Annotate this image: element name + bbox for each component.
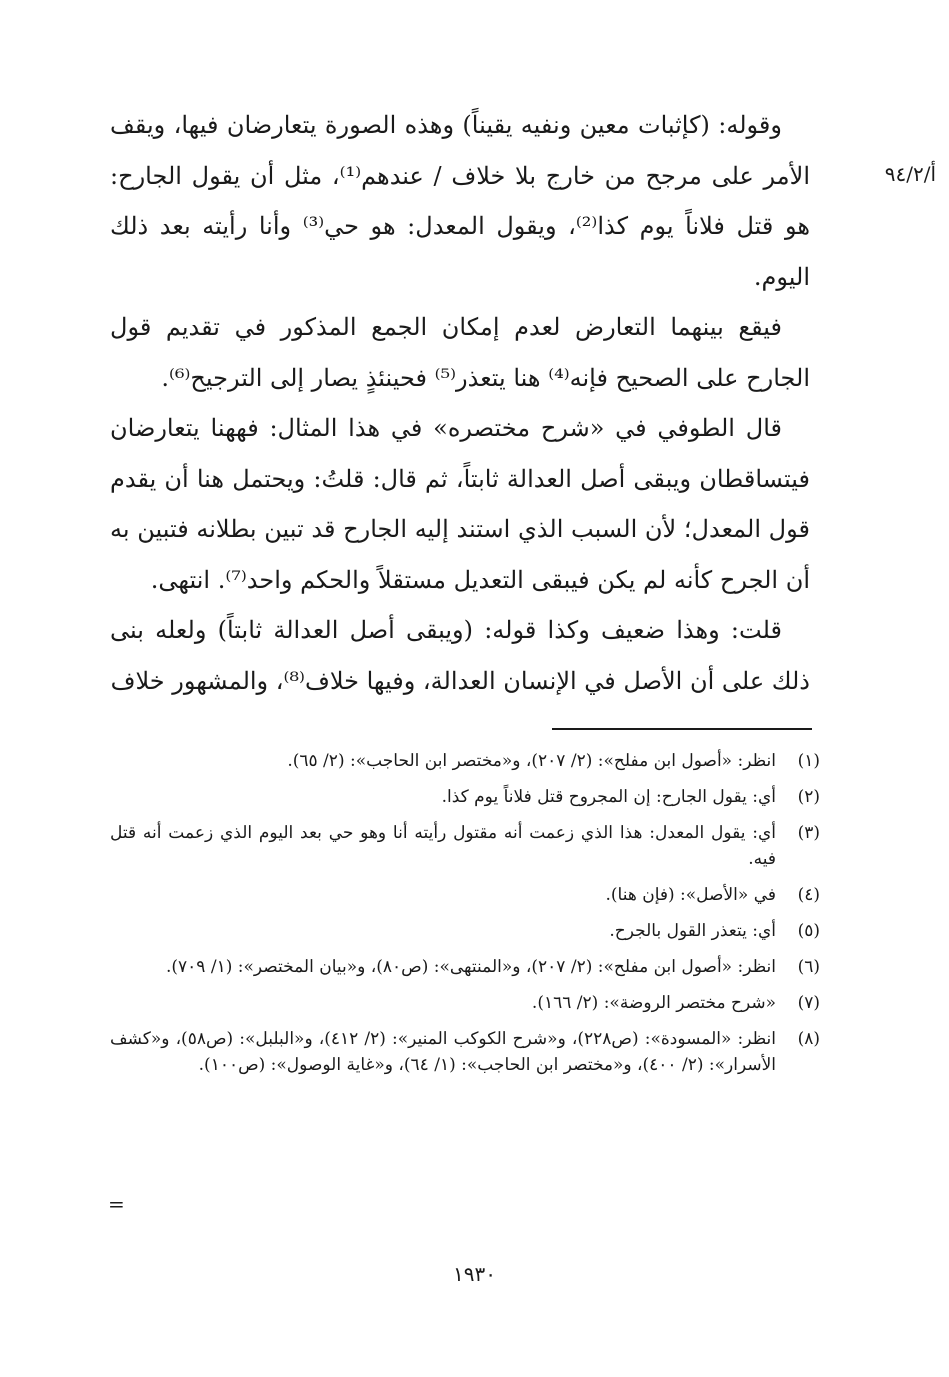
footnote-number: (٤) bbox=[797, 885, 820, 905]
footnote-text: انظر: «المسودة»: (ص٢٢٨)، و«شرح الكوكب المنير»: (٢/ ٤١٢)، و«البلبل»: (ص٥٨)، و«كشف الأسرار»: (٢/ ٤٠٠)، و«مختصر ابن الحاجب»: (١/ ٦٤)، و«غاية الوصول»: (ص١٠٠). bbox=[110, 1029, 777, 1075]
footnote-6 bbox=[110, 954, 820, 980]
footnote-7 bbox=[110, 990, 820, 1016]
footnote-number: (٦) bbox=[797, 957, 820, 977]
footnote-number: (٧) bbox=[797, 993, 820, 1013]
footnote-number: (٥) bbox=[797, 921, 820, 941]
footnote-text: انظر: «أصول ابن مفلح»: (٢/ ٢٠٧)، و«المنتهى»: (ص٨٠)، و«بيان المختصر»: (١/ ٧٠٩). bbox=[165, 957, 776, 977]
footnote-text: في «الأصل»: (فإن هنا). bbox=[605, 885, 776, 905]
main-body-text bbox=[110, 100, 810, 706]
manuscript-folio-reference: أ/٩٤/٢ bbox=[884, 162, 936, 186]
continuation-mark: = bbox=[108, 1192, 125, 1216]
footnote-4 bbox=[110, 882, 820, 908]
footnotes-section bbox=[110, 748, 820, 1088]
footnote-text: انظر: «أصول ابن مفلح»: (٢/ ٢٠٧)، و«مختصر ابن الحاجب»: (٢/ ٦٥). bbox=[287, 751, 776, 771]
footnote-5 bbox=[110, 918, 820, 944]
footnote-8 bbox=[110, 1026, 820, 1078]
paragraph-4: قلت: وهذا ضعيف وكذا قوله: (ويبقى أصل العدالة ثابتاً) ولعله بنى ذلك على أن الأصل في الإنسان العدالة، وفيها خلاف⁽⁸⁾، والمشهور خلاف bbox=[110, 616, 810, 695]
page-number: ١٩٣٠ bbox=[453, 1262, 496, 1286]
footnote-1 bbox=[110, 748, 820, 774]
footnote-text: «شرح مختصر الروضة»: (٢/ ١٦٦). bbox=[531, 993, 776, 1013]
footnote-3 bbox=[110, 820, 820, 872]
footnote-separator bbox=[552, 728, 812, 730]
paragraph-3: قال الطوفي في «شرح مختصره» في هذا المثال: فههنا يتعارضان فيتساقطان ويبقى أصل العدالة ثابتاً، ثم قال: قلتُ: ويحتمل هنا أن يقدم قول المعدل؛ لأن السبب الذي استند إليه الجارح قد تبين بطلانه فتبين به أن الجرح كأنه لم يكن فيبقى التعديل مستقلاً والحكم واحد⁽⁷⁾. انتهى. bbox=[110, 414, 810, 594]
footnote-number: (٣) bbox=[797, 823, 820, 843]
footnote-number: (٨) bbox=[797, 1029, 820, 1049]
paragraph-1: وقوله: (كإثبات معين ونفيه يقيناً) وهذه الصورة يتعارضان فيها، ويقف الأمر على مرجح من خارج بلا خلاف / عندهم⁽¹⁾، مثل أن يقول الجارح: هو قتل فلاناً يوم كذا⁽²⁾، ويقول المعدل: هو حي⁽³⁾ وأنا رأيته بعد ذلك اليوم. bbox=[110, 111, 810, 291]
footnote-2 bbox=[110, 784, 820, 810]
paragraph-2: فيقع بينهما التعارض لعدم إمكان الجمع المذكور في تقديم قول الجارح على الصحيح فإنه⁽⁴⁾ هنا يتعذر⁽⁵⁾ فحينئذٍ يصار إلى الترجيح⁽⁶⁾. bbox=[110, 313, 810, 392]
footnote-number: (٢) bbox=[797, 787, 820, 807]
footnote-text: أي: يقول المعدل: هذا الذي زعمت أنه مقتول رأيته أنا وهو حي بعد اليوم الذي زعمت أنه قتل فيه. bbox=[110, 823, 776, 869]
footnote-text: أي: يقول الجارح: إن المجروح قتل فلاناً يوم كذا. bbox=[441, 787, 776, 807]
footnote-number: (١) bbox=[797, 751, 820, 771]
footnote-text: أي: يتعذر القول بالجرح. bbox=[609, 921, 776, 941]
